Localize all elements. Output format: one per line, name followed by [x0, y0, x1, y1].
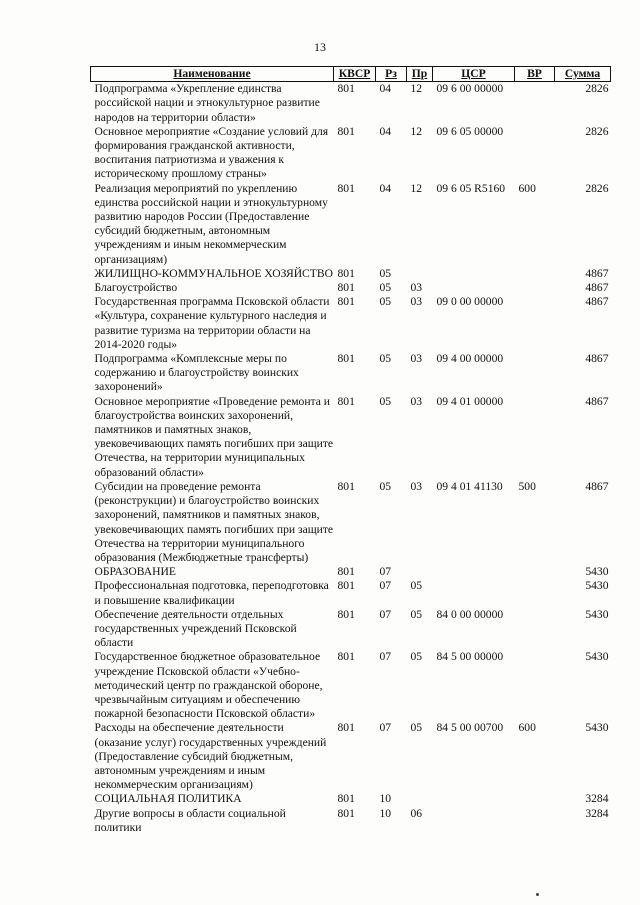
header-rz: Рз	[376, 67, 407, 82]
cell-vr	[515, 82, 555, 125]
cell-vr: 600	[518, 181, 536, 195]
cell-name: Основное мероприятие «Создание условий для формирования гражданской активности, воспитания патриотизма и уважения к историческому прошлому страны»	[94, 124, 329, 181]
cell-vr	[515, 565, 555, 579]
cell-csr: 09 4 00 00000	[436, 352, 504, 366]
table-row	[91, 579, 611, 607]
cell-rz: 04	[379, 181, 392, 195]
table-row	[91, 125, 611, 182]
cell-rz: 10	[379, 806, 392, 820]
cell-vr	[515, 352, 555, 395]
cell-kvsr: 801	[337, 579, 355, 593]
cell-rz: 05	[379, 295, 392, 309]
cell-rz: 05	[379, 394, 392, 408]
cell-csr: 09 6 05 R5160	[436, 181, 506, 195]
cell-csr	[433, 579, 515, 607]
cell-pr: 03	[410, 352, 423, 366]
table-row	[91, 352, 611, 395]
table-row	[91, 267, 611, 281]
cell-vr	[515, 395, 555, 480]
cell-name: Государственное бюджетное образовательное учреждение Псковской области «Учебно-методический центр по гражданской обороне, чрезвычайным ситуациям и обеспечению пожарной безопасности Псковской области»	[94, 650, 323, 721]
cell-name: Обеспечение деятельности отдельных государственных учреждений Псковской области	[94, 607, 297, 650]
cell-kvsr: 801	[337, 124, 355, 138]
cell-vr	[515, 807, 555, 835]
cell-kvsr: 801	[337, 181, 355, 195]
cell-vr: 500	[518, 479, 536, 493]
cell-pr: 05	[410, 721, 423, 735]
cell-rz: 04	[379, 82, 392, 96]
table-row	[91, 395, 611, 480]
cell-kvsr: 801	[337, 352, 355, 366]
cell-vr: 600	[518, 721, 536, 735]
cell-csr	[433, 565, 515, 579]
cell-name: Подпрограмма «Укрепление единства российской нации и этнокультурное развитие народов на территории области»	[94, 82, 320, 124]
cell-vr	[515, 792, 555, 806]
table-row	[91, 608, 611, 651]
cell-name: Другие вопросы в области социальной политики	[94, 806, 286, 834]
cell-pr: 05	[410, 650, 423, 664]
cell-sum: 5430	[585, 579, 609, 593]
cell-name: СОЦИАЛЬНАЯ ПОЛИТИКА	[94, 792, 242, 806]
cell-name: Расходы на обеспечение деятельности (оказание услуг) государственных учреждений (Предоставление субсидий бюджетным, автономным учреждениям и иным некоммерческим организациям)	[94, 721, 327, 792]
table-body	[91, 82, 611, 835]
table-row	[91, 82, 611, 125]
cell-pr: 12	[410, 124, 423, 138]
cell-kvsr: 801	[337, 266, 355, 280]
cell-kvsr: 801	[337, 82, 355, 96]
cell-sum: 4867	[585, 394, 609, 408]
cell-pr: 12	[410, 181, 423, 195]
cell-sum: 4867	[585, 295, 609, 309]
cell-kvsr: 801	[337, 479, 355, 493]
cell-pr: 03	[410, 479, 423, 493]
cell-rz: 05	[379, 352, 392, 366]
cell-csr	[433, 281, 515, 295]
cell-name: Благоустройство	[94, 281, 178, 295]
cell-rz: 05	[379, 266, 392, 280]
cell-sum: 4867	[585, 479, 609, 493]
cell-kvsr: 801	[337, 806, 355, 820]
table-row	[91, 807, 611, 835]
cell-vr	[515, 579, 555, 607]
cell-name: Подпрограмма «Комплексные меры по содержанию и благоустройству воинских захоронений»	[94, 352, 299, 394]
cell-rz: 07	[379, 721, 392, 735]
cell-sum: 5430	[585, 721, 609, 735]
table-row	[91, 792, 611, 806]
cell-pr	[407, 792, 433, 806]
cell-name: ОБРАЗОВАНИЕ	[94, 565, 176, 579]
cell-sum: 2826	[585, 181, 609, 195]
cell-kvsr: 801	[337, 281, 355, 295]
cell-csr: 84 5 00 00000	[436, 650, 504, 664]
cell-name: Государственная программа Псковской области «Культура, сохранение культурного наследия и развитие туризма на территории области на 2014-2020 годы»	[94, 295, 330, 351]
cell-vr	[515, 608, 555, 651]
cell-name: ЖИЛИЩНО-КОММУНАЛЬНОЕ ХОЗЯЙСТВО	[94, 266, 333, 280]
cell-sum: 3284	[585, 792, 609, 806]
cell-sum: 4867	[585, 281, 609, 295]
cell-vr	[515, 281, 555, 295]
cell-csr: 84 5 00 00700	[436, 721, 504, 735]
cell-rz: 07	[379, 607, 392, 621]
table-row	[91, 480, 611, 565]
cell-rz: 07	[379, 650, 392, 664]
cell-rz: 07	[379, 565, 392, 579]
cell-vr	[515, 125, 555, 182]
cell-sum: 4867	[585, 266, 609, 280]
cell-sum: 2826	[585, 124, 609, 138]
budget-table	[90, 66, 611, 835]
cell-vr	[515, 295, 555, 352]
cell-pr: 05	[410, 607, 423, 621]
cell-csr: 84 0 00 00000	[436, 607, 504, 621]
cell-kvsr: 801	[337, 565, 355, 579]
cell-csr: 09 0 00 00000	[436, 295, 504, 309]
scan-dot	[536, 893, 539, 896]
cell-pr	[407, 267, 433, 281]
cell-kvsr: 801	[337, 394, 355, 408]
cell-name: Субсидии на проведение ремонта (реконструкции) и благоустройство воинских захоронений, памятников и памятных знаков, увековечивающих память погибших при защите Отечества на территории муниципального образования (Межбюджетные трансферты)	[94, 479, 334, 564]
cell-rz: 05	[379, 479, 392, 493]
cell-name: Профессиональная подготовка, переподготовка и повышение квалификации	[94, 579, 329, 607]
page-number: 13	[314, 40, 326, 54]
cell-sum: 4867	[585, 352, 609, 366]
cell-sum: 2826	[585, 82, 609, 96]
table-row	[91, 281, 611, 295]
cell-sum: 3284	[585, 806, 609, 820]
cell-vr	[515, 267, 555, 281]
cell-sum: 5430	[585, 650, 609, 664]
header-sum: Сумма	[555, 67, 611, 82]
cell-csr	[433, 792, 515, 806]
cell-rz: 10	[379, 792, 392, 806]
cell-name: Основное мероприятие «Проведение ремонта и благоустройства воинских захоронений, памятников и памятных знаков, увековечивающих память погибших при защите Отечества, на территории муниципальных образований области»	[94, 394, 334, 479]
cell-csr: 09 6 00 00000	[436, 82, 504, 96]
cell-kvsr: 801	[337, 650, 355, 664]
table-row	[91, 565, 611, 579]
cell-csr: 09 4 01 41130	[436, 479, 503, 493]
header-name: Наименование	[91, 67, 334, 82]
cell-pr: 05	[410, 579, 423, 593]
cell-kvsr: 801	[337, 721, 355, 735]
cell-csr: 09 4 01 00000	[436, 394, 504, 408]
header-csr: ЦСР	[433, 67, 515, 82]
cell-kvsr: 801	[337, 607, 355, 621]
cell-pr: 06	[410, 806, 423, 820]
cell-pr	[407, 565, 433, 579]
cell-kvsr: 801	[337, 295, 355, 309]
cell-vr	[515, 650, 555, 721]
table-header-row	[91, 67, 611, 82]
cell-rz: 04	[379, 124, 392, 138]
cell-kvsr: 801	[337, 792, 355, 806]
cell-name: Реализация мероприятий по укреплению единства российской нации и этнокультурному развитию народов России (Предоставление субсидий бюджетным, автономным учреждениям и иным некоммерческим организациям)	[94, 181, 328, 266]
table-row	[91, 182, 611, 267]
cell-sum: 5430	[585, 565, 609, 579]
cell-pr: 12	[410, 82, 423, 96]
header-kvsr: КВСР	[334, 67, 376, 82]
table-row	[91, 650, 611, 721]
table-row	[91, 721, 611, 792]
cell-csr	[433, 807, 515, 835]
table-row	[91, 295, 611, 352]
cell-pr: 03	[410, 281, 423, 295]
cell-sum: 5430	[585, 607, 609, 621]
cell-rz: 07	[379, 579, 392, 593]
header-pr: Пр	[407, 67, 433, 82]
cell-csr	[433, 267, 515, 281]
cell-csr: 09 6 05 00000	[436, 124, 504, 138]
header-vr: ВР	[515, 67, 555, 82]
cell-pr: 03	[410, 394, 423, 408]
cell-rz: 05	[379, 281, 392, 295]
cell-pr: 03	[410, 295, 423, 309]
